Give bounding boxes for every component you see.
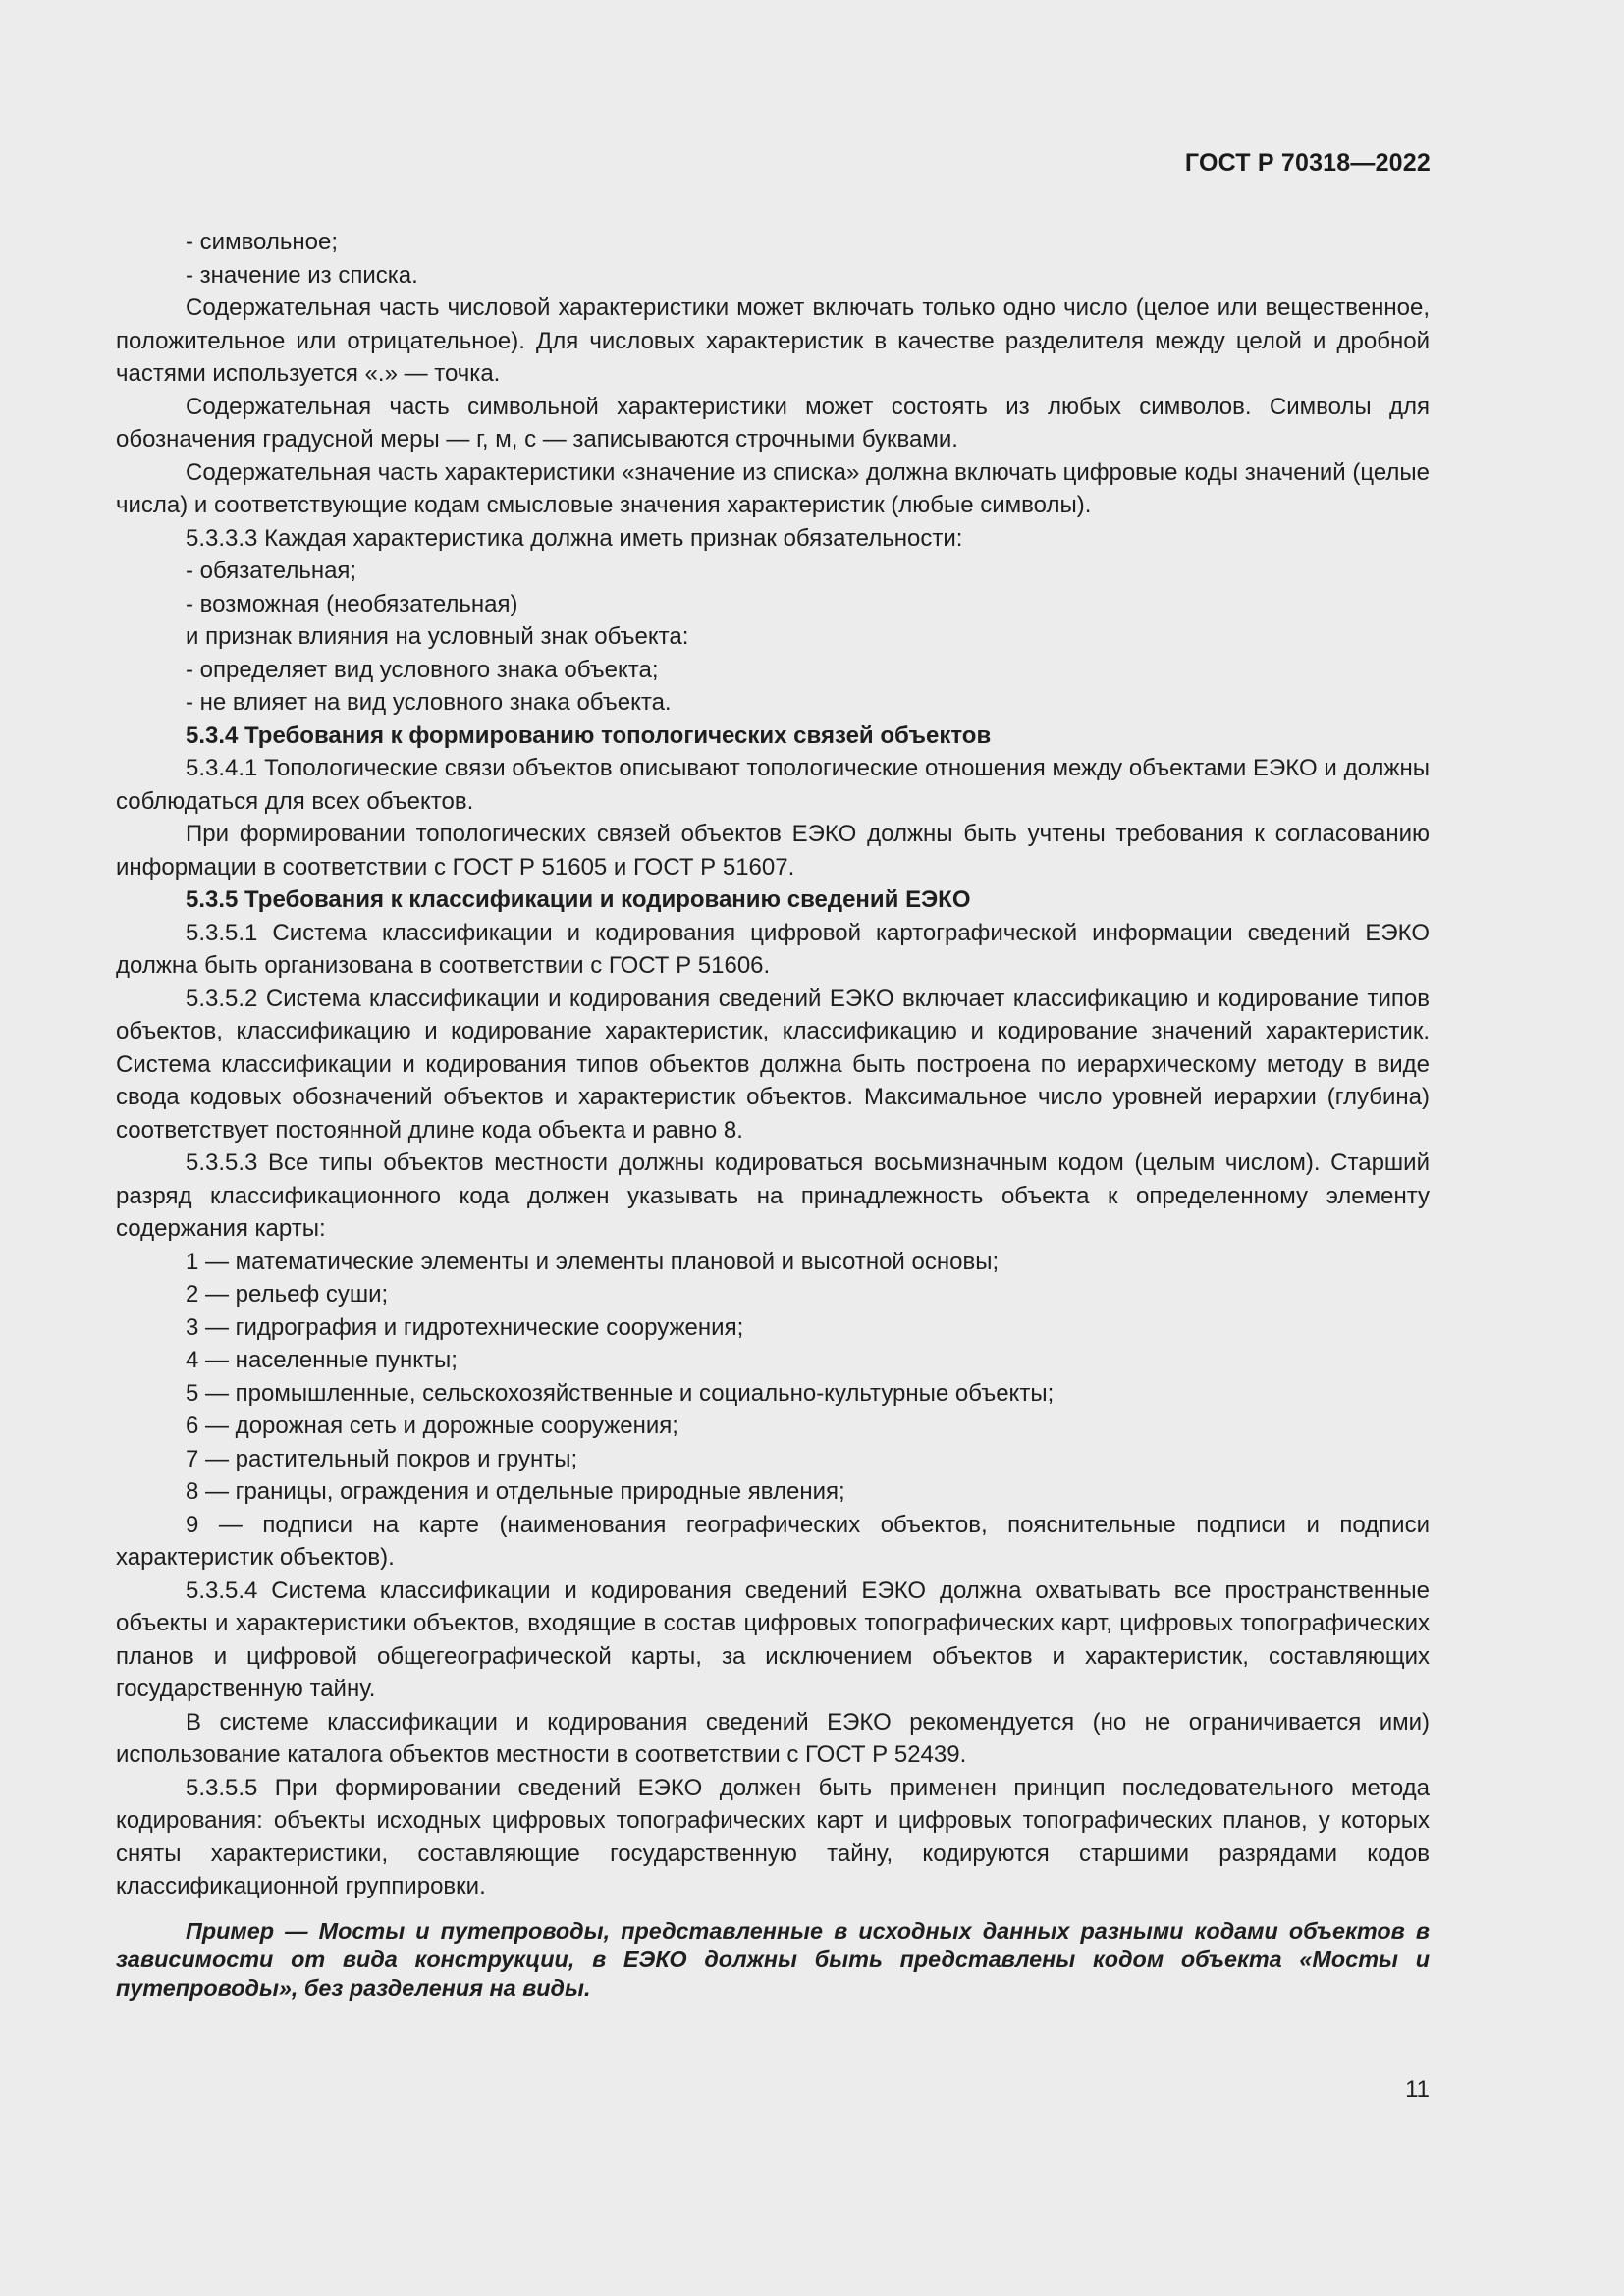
clause-5-3-5-5: 5.3.5.5 При формировании сведений ЕЭКО должен быть применен принцип последовательного метода кодирования: объекты исходных цифровых топографических карт и цифровых топографических планов, у которых сняты характеристики, составляющие государственную тайну, кодируются старшими разрядами кодов классификационной группировки. <box>116 1774 1430 1899</box>
code-list-item-8: 8 — границы, ограждения и отдельные природные явления; <box>186 1478 845 1505</box>
list-item-mandatory: - обязательная; <box>186 558 357 584</box>
paragraph-numeric-characteristic: Содержательная часть числовой характеристики может включать только одно число (целое или вещественное, положительное или отрицательное). Для числовых характеристик в качестве разделителя между целой и дробной частями используется «.» — точка. <box>116 294 1430 387</box>
section-heading-5-3-4: 5.3.4 Требования к формированию топологических связей объектов <box>186 721 992 749</box>
list-item-defines-sign: - определяет вид условного знака объекта; <box>186 656 659 683</box>
clause-5-3-3-3: 5.3.3.3 Каждая характеристика должна иметь признак обязательности: <box>186 524 963 552</box>
list-item-no-influence: - не влияет на вид условного знака объекта. <box>186 689 672 716</box>
clause-5-3-5-1: 5.3.5.1 Система классификации и кодирования цифровой картографической информации сведений ЕЭКО должна быть организована в соответствии с ГОСТ Р 51606. <box>116 919 1430 979</box>
section-heading-5-3-5: 5.3.5 Требования к классификации и кодированию сведений ЕЭКО <box>186 886 971 913</box>
example-note: Пример — Мосты и путепроводы, представленные в исходных данных разными кодами объектов в зависимости от вида конструкции, в ЕЭКО должны быть представлены кодом объекта «Мосты и путепроводы», без разделения на виды. <box>116 1917 1430 2001</box>
code-list-item-4: 4 — населенные пункты; <box>186 1347 458 1373</box>
clause-5-3-5-2: 5.3.5.2 Система классификации и кодирования сведений ЕЭКО включает классификацию и кодирование типов объектов, классификацию и кодирование характеристик, классификацию и кодирование значений характеристик. Система классификации и кодирования типов объектов должна быть построена по иерархическому методу в виде свода кодовых обозначений объектов и характеристик объектов. Максимальное число уровней иерархии (глубина) соответствует постоянной длине кода объекта и равно 8. <box>116 985 1430 1144</box>
clause-5-3-4-1: 5.3.4.1 Топологические связи объектов описывают топологические отношения между объектами ЕЭКО и должны соблюдаться для всех объектов. <box>116 755 1430 815</box>
list-item-optional: - возможная (необязательная) <box>186 590 518 617</box>
code-list-item-2: 2 — рельеф суши; <box>186 1281 389 1308</box>
page-number: 11 <box>1405 2076 1430 2103</box>
paragraph-catalog-recommendation: В системе классификации и кодирования сведений ЕЭКО рекомендуется (но не ограничивается ими) использование каталога объектов местности в соответствии с ГОСТ Р 52439. <box>116 1708 1430 1768</box>
code-list-item-5: 5 — промышленные, сельскохозяйственные и социально-культурные объекты; <box>186 1379 1055 1407</box>
paragraph-symbolic-characteristic: Содержательная часть символьной характеристики может состоять из любых символов. Символы для обозначения градусной меры — г, м, с — записываются строчными буквами. <box>116 393 1430 453</box>
paragraph-influence-sign: и признак влияния на условный знак объекта: <box>186 623 689 650</box>
document-code-header: ГОСТ Р 70318—2022 <box>1184 149 1431 177</box>
list-item-symbolic: - символьное; <box>186 229 338 255</box>
paragraph-list-characteristic: Содержательная часть характеристики «значение из списка» должна включать цифровые коды значений (целые числа) и соответствующие кодам смысловые значения характеристик (любые символы). <box>116 458 1430 518</box>
code-list-item-7: 7 — растительный покров и грунты; <box>186 1445 578 1472</box>
document-body <box>116 226 1430 2002</box>
clause-5-3-5-3: 5.3.5.3 Все типы объектов местности должны кодироваться восьмизначным кодом (целым числом). Старший разряд классификационного кода должен указывать на принадлежность объекта к определенному элементу содержания карты: <box>116 1149 1430 1242</box>
code-list-item-3: 3 — гидрография и гидротехнические сооружения; <box>186 1313 744 1341</box>
code-list-item-9: 9 — подписи на карте (наименования географических объектов, пояснительные подписи и подписи характеристик объектов). <box>116 1511 1430 1571</box>
code-list-item-6: 6 — дорожная сеть и дорожные сооружения; <box>186 1413 678 1439</box>
clause-5-3-5-4: 5.3.5.4 Система классификации и кодирования сведений ЕЭКО должна охватывать все пространственные объекты и характеристики объектов, входящие в состав цифровых топографических карт, цифровых топографических планов и цифровой общегеографической карты, за исключением объектов и характеристик, составляющих государственную тайну. <box>116 1576 1430 1702</box>
paragraph-topology-requirements: При формировании топологических связей объектов ЕЭКО должны быть учтены требования к согласованию информации в соответствии с ГОСТ Р 51605 и ГОСТ Р 51607. <box>116 821 1430 881</box>
code-list-item-1: 1 — математические элементы и элементы плановой и высотной основы; <box>186 1248 1000 1275</box>
list-item-value-from-list: - значение из списка. <box>186 261 418 289</box>
